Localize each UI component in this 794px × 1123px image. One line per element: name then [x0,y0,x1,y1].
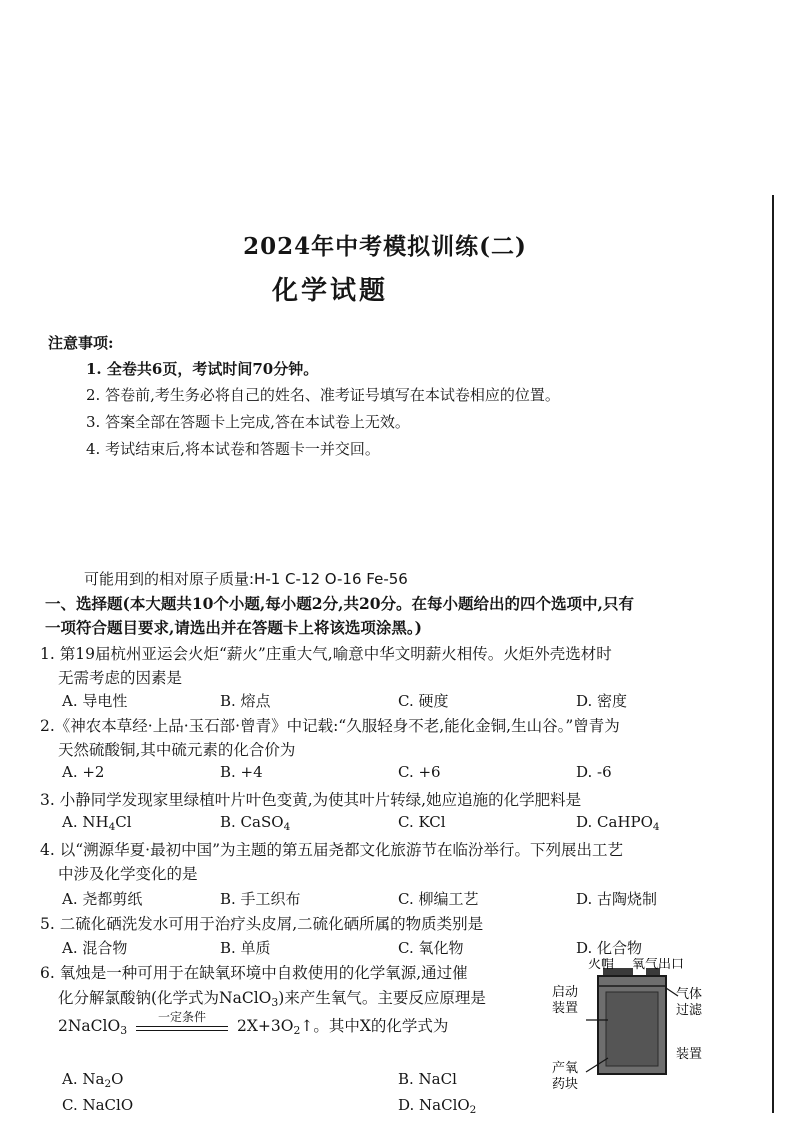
q6-option-c: C. NaClO [62,1096,134,1114]
question-1-line1: 1. 第19届杭州亚运会火炬“薪火”庄重大气,喻意中华文明薪火相传。火炬外壳选材时 [40,645,612,663]
q2-option-b: B. +4 [220,763,263,781]
q1-option-b: B. 熔点 [220,692,271,710]
question-4-line2: 中涉及化学变化的是 [58,865,198,883]
label-filter-2: 过滤 [676,1003,703,1018]
notice-item-4: 4. 考试结束后,将本试卷和答题卡一并交回。 [86,440,380,458]
label-starter-2: 装置 [552,1001,579,1016]
q1-option-c: C. 硬度 [398,692,449,710]
oxygen-candle-diagram [548,958,763,1098]
q2-option-c: C. +6 [398,763,441,781]
q1-option-d: D. 密度 [576,692,628,710]
label-starter-1: 启动 [552,985,579,1000]
q2-option-a: A. +2 [62,763,105,781]
q4-option-a: A. 尧都剪纸 [62,890,143,908]
question-5-line1: 5. 二硫化硒洗发水可用于治疗头皮屑,二硫化硒所属的物质类别是 [40,915,484,933]
q3-option-d: D. CaHPO$_4$ [576,813,660,833]
label-oxygen-outlet: 氧气出口 [632,958,685,972]
q6-option-a: A. $Na_2O$ [62,1070,124,1090]
question-6-line1: 6. 氧烛是一种可用于在缺氧环境中自救使用的化学氧源,通过催 [40,964,468,982]
q1-option-a: A. 导电性 [62,692,128,710]
q5-option-b: B. 单质 [220,939,271,957]
notice-item-1: 1. 全卷共6页，考试时间70分钟。 [86,360,319,378]
q4-option-c: C. 柳编工艺 [398,890,479,908]
q5-option-c: C. 氧化物 [398,939,464,957]
q3-option-b: B. CaSO$_4$ [220,813,291,833]
exam-subject: 化学试题 [272,276,389,306]
question-6-line2: 化分解氯酸钠(化学式为NaClO$_3$)来产生氧气。主要反应原理是 [58,989,486,1009]
atomic-masses: 可能用到的相对原子质量:H-1 C-12 O-16 Fe-56 [84,570,408,588]
question-3-line1: 3. 小静同学发现家里绿植叶片叶色变黄,为使其叶片转绿,她应追施的化学肥料是 [40,791,582,809]
q4-option-b: B. 手工织布 [220,890,301,908]
notice-heading: 注意事项: [48,334,114,352]
section-heading-line2: 一项符合题目要求,请选出并在答题卡上将该选项涂黑。) [45,618,422,637]
q5-option-d: D. 化合物 [576,939,643,957]
label-block-1: 产氧 [552,1061,579,1076]
question-2-line1: 2.《神农本草经·上品·玉石部·曾青》中记载:“久服轻身不老,能化金铜,生山谷。”曾青为 [40,717,620,735]
q3-option-c: C. KCl [398,813,446,831]
oxygen-block [606,992,658,1066]
q3-option-a: A. $NH_4Cl$ [62,813,132,833]
label-igniter: 火帽 [588,958,615,972]
q6-option-d: D. NaClO$_2$ [398,1096,477,1116]
reaction-condition: 一定条件 [158,1010,207,1024]
question-2-line2: 天然硫酸铜,其中硫元素的化合价为 [58,741,296,759]
reaction-equation: 2NaClO$_3$ 一定条件 $2X+3O_2↑$。其中X的化学式为 [58,1010,449,1037]
exam-title: 2024年中考模拟训练(二) [243,233,527,260]
notice-item-3: 3. 答案全部在答题卡上完成,答在本试卷上无效。 [86,413,410,431]
q6-option-b: B. NaCl [398,1070,457,1088]
notice-item-2: 2. 答卷前,考生务必将自己的姓名、准考证号填写在本试卷相应的位置。 [86,386,560,404]
q4-option-d: D. 古陶烧制 [576,890,658,908]
question-1-line2: 无需考虑的因素是 [58,669,183,687]
question-4-line1: 4. 以“溯源华夏·最初中国”为主题的第五届尧都文化旅游节在临汾举行。下列展出工艺 [40,841,623,859]
section-heading-line1: 一、选择题(本大题共10个小题,每小题2分,共20分。在每小题给出的四个选项中,只有 [45,594,634,613]
label-filter-3: 装置 [676,1047,703,1062]
q2-option-d: D. -6 [576,763,612,781]
label-block-2: 药块 [552,1077,579,1092]
label-filter-1: 气体 [676,987,703,1002]
page-right-rule [772,195,774,1113]
q5-option-a: A. 混合物 [62,939,128,957]
